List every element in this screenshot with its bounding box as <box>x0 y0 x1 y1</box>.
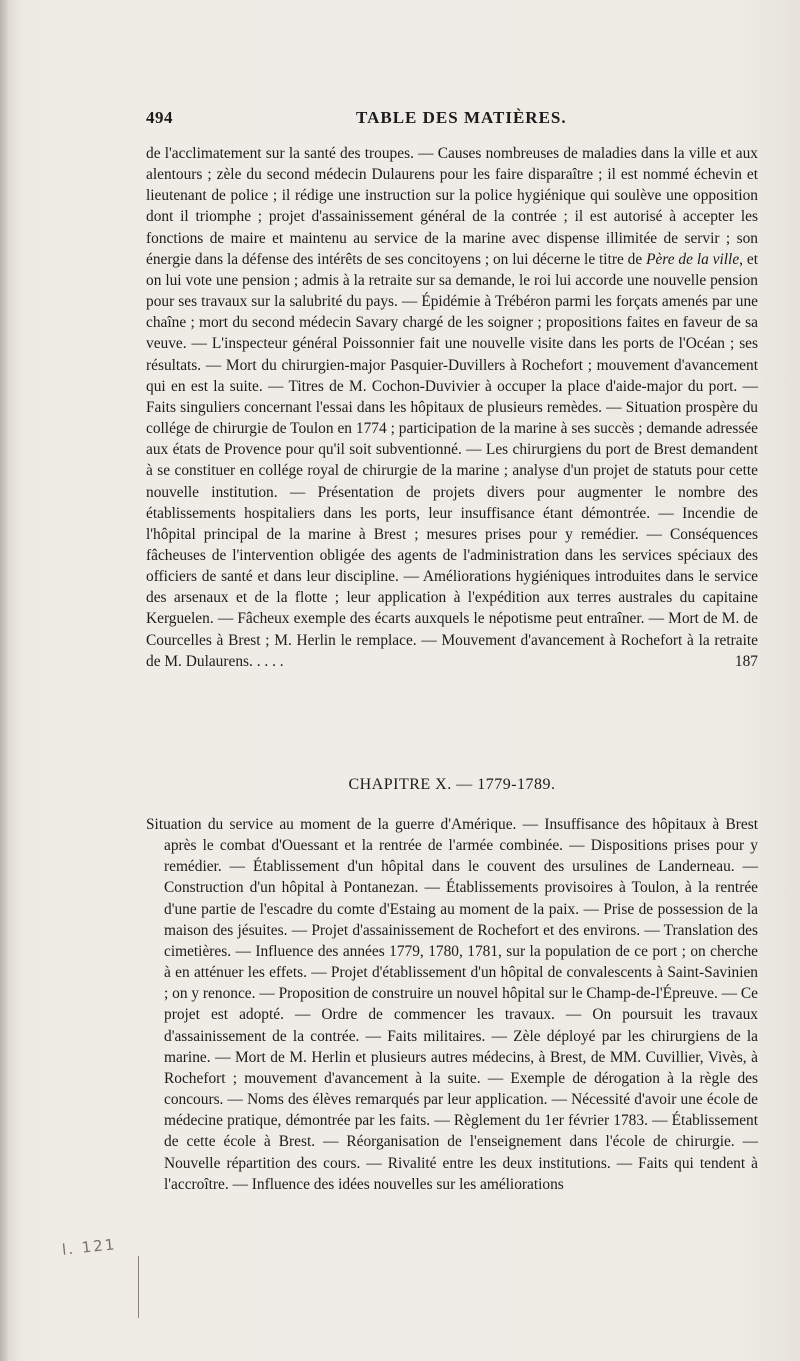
entry-text-part1: de l'acclimatement sur la santé des troupes. — Causes nombreuses de maladies dans la ville et aux alentours ; zèle du second médecin Dulaurens pour les faire disparaître ; il est nommé échevin et lieutenant de police ; il rédige une instruction sur la police hygiénique qui soulève une opposition dont il triomphe ; projet d'assainissement général de la contrée ; il est autorisé à accepter les fonctions de maire et maintenu au service de la marine avec dispense illimitée de servir ; son énergie dans la défense des intérêts de ses concitoyens ; on lui décerne le titre de <box>146 145 758 268</box>
entry-text-part2: , et on lui vote une pension ; admis à la retraite sur sa demande, le roi lui accorde une nouvelle pension pour ses travaux sur la salubrité du pays. — Épidémie à Trébéron parmi les forçats amenés par une chaîne ; mort du second médecin Savary chargé de les soigner ; propositions faites en faveur de sa veuve. — L'inspecteur général Poissonnier fait une nouvelle visite dans les ports de l'Océan ; ses résultats. — Mort du chirurgien-major Pasquier-Duvillers à Rochefort ; mouvement d'avancement qui en est la suite. — Titres de M. Cochon-Duvivier à occuper la place d'aide-major du port. — Faits singuliers concernant l'essai dans les hôpitaux de plusieurs remèdes. — Situation prospère du collége de chirurgie de Toulon en 1774 ; participation de la marine à ses succès ; demande adressée aux états de Provence pour qu'il soit subventionné. — Les chirurgiens du port de Brest demandent à se constituer en collége royal de chirurgie de la marine ; analyse d'un projet de statuts pour cette nouvelle institution. — Présentation de projets divers pour augmenter le nombre des établissements hospitaliers dans les ports, leur insuffisance étant démontrée. — Incendie de l'hôpital principal de la marine à Brest ; mesures prises pour y remédier. — Conséquences fâcheuses de l'intervention obligée des agents de l'administration dans les services spéciaux des officiers de santé et dans leur discipline. — Améliorations hygiéniques introduites dans le service des arsenaux et de la flotte ; leur application à l'expédition aux terres australes du capitaine Kerguelen. — Fâcheux exemple des écarts auxquels le népotisme peut entraîner. — Mort de M. de Courcelles à Brest ; M. Herlin le remplace. — Mouvement d'avancement à Rochefort à la retraite de M. Dulaurens. . . . . <box>146 250 758 670</box>
page-header <box>146 108 714 132</box>
toc-entry-chapter-ix-continued <box>146 143 758 672</box>
toc-entry-text: Situation du service au moment de la guerre d'Amérique. — Insuffisance des hôpitaux à Brest après le combat d'Ouessant et la rentrée de l'armée combinée. — Dispositions prises pour y remédier. — Établissement d'un hôpital dans le couvent des ursulines de Landerneau. — Construction d'un hôpital à Pontanezan. — Établissements provisoires à Toulon, à la rentrée d'une partie de l'escadre du comte d'Estaing au moment de la paix. — Prise de possession de la maison des jésuites. — Projet d'assainissement de Rochefort et des environs. — Translation des cimetières. — Influence des années 1779, 1780, 1781, sur la population de ce port ; on cherche à en atténuer les effets. — Projet d'établissement d'un hôpital de convalescents à Saint-Savinien ; on y renonce. — Proposition de construire un nouvel hôpital sur le Champ-de-l'Épreuve. — Ce projet est adopté. — Ordre de commencer les travaux. — On poursuit les travaux d'assainissement de la contrée. — Faits militaires. — Zèle déployé par les chirurgiens de la marine. — Mort de M. Herlin et plusieurs autres médecins, à Brest, de MM. Cuvillier, Vivès, à Rochefort ; mouvement d'avancement à la suite. — Exemple de dérogation à la règle des concours. — Noms des élèves remarqués par leur application. — Nécessité d'avoir une école de médecine pratique, démontrée par les faits. — Règlement du 1er février 1783. — Établissement de cette école à Brest. — Réorganisation de l'enseignement dans l'école de chirurgie. — Nouvelle répartition des cours. — Rivalité entre les deux institutions. — Faits qui tendent à l'accroître. — Influence des idées nouvelles sur les améliorations <box>146 816 758 1193</box>
margin-pencil-mark <box>138 1256 139 1318</box>
toc-entry-chapter-x <box>146 814 758 1195</box>
chapter-heading: CHAPITRE X. — 1779-1789. <box>348 776 556 793</box>
running-title: TABLE DES MATIÈRES. <box>356 108 567 127</box>
page-reference: 187 <box>734 652 758 670</box>
page-number: 494 <box>146 108 173 127</box>
binding-edge <box>0 0 8 1361</box>
toc-entry-text <box>146 143 758 672</box>
entry-italic-title: Père de la ville <box>646 250 740 268</box>
handwritten-margin-note: l. 121 <box>61 1235 118 1259</box>
